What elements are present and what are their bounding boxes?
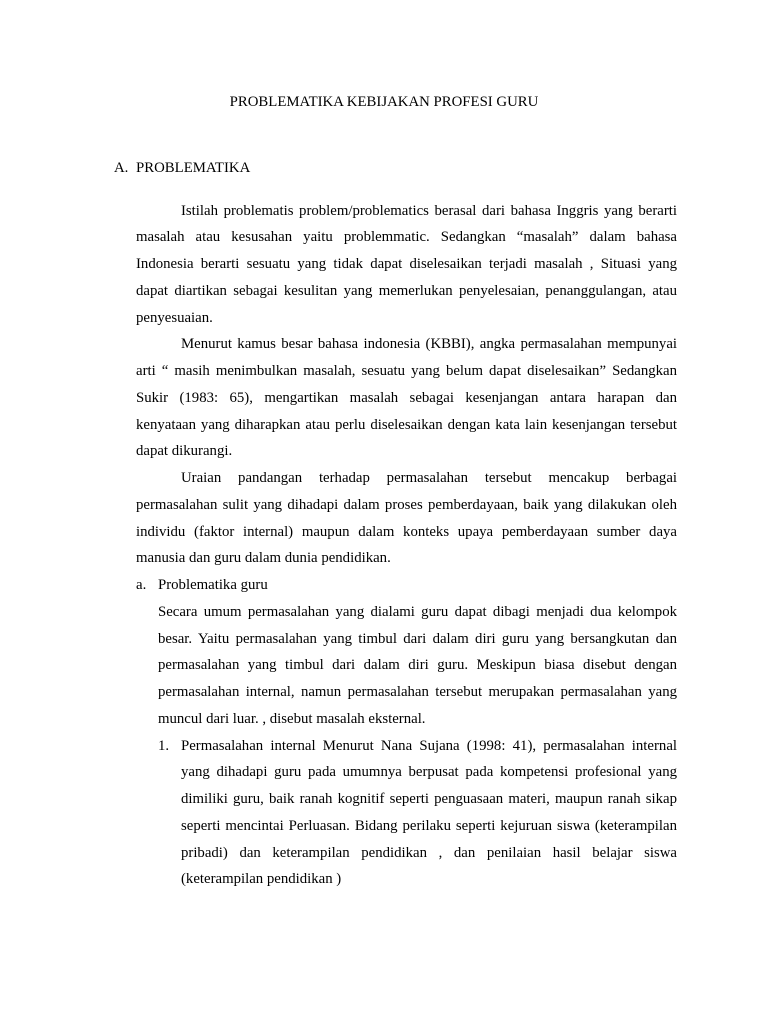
text-line: dapat diartikan sebagai kesulitan yang memerlukan penyelesaian, penanggulangan, atau [136, 282, 677, 299]
section-marker: A. [114, 159, 129, 176]
text-line: pribadi) dan keterampilan pendidikan , dan penilaian hasil belajar siswa [181, 844, 677, 861]
paragraph [136, 465, 677, 572]
text-line: kenyataan yang diharapkan atau perlu diselesaikan dengan kata lain kesenjangan tersebut [136, 416, 677, 433]
text-line: yang dihadapi guru pada umumnya berpusat pada kompetensi profesional yang [181, 764, 677, 781]
text-line: Istilah problematis problem/problematics berasal dari bahasa Inggris yang berarti [181, 202, 677, 219]
paragraph [136, 331, 677, 465]
section-heading: PROBLEMATIKA [136, 159, 251, 176]
text-line: dapat dikurangi. [136, 443, 233, 460]
document-title: PROBLEMATIKA KEBIJAKAN PROFESI GURU [229, 93, 539, 110]
text-line: muncul dari luar. , disebut masalah eksternal. [158, 710, 426, 727]
text-line: permasalahan yang timbul dari dalam diri guru. Meskipun biasa disebut dengan [158, 657, 677, 674]
text-line: individu (faktor internal) maupun dalam konteks upaya pemberdayaan sumber daya [136, 523, 677, 540]
list-item-text [181, 733, 677, 894]
subsection-heading: Problematika guru [158, 577, 268, 594]
text-line: (keterampilan pendidikan ) [181, 871, 342, 888]
text-line: masalah atau kesusahan yaitu problemmatic. Sedangkan “masalah” dalam bahasa [136, 229, 677, 246]
text-line: besar. Yaitu permasalahan yang timbul dari dalam diri guru yang bersangkutan dan [158, 630, 677, 647]
list-item [158, 733, 677, 894]
subsection-marker: a. [136, 577, 147, 594]
text-line: permasalahan internal, namun permasalahan tersebut merupakan permasalahan yang [158, 684, 677, 701]
paragraph [158, 599, 677, 733]
text-line: Permasalahan internal Menurut Nana Sujana (1998: 41), permasalahan internal [181, 737, 677, 754]
section-body [136, 198, 677, 894]
section-heading-row [114, 155, 250, 182]
text-line: dimiliki guru, baik ranah kognitif seperti penguasaan materi, maupun ranah sikap [181, 791, 677, 808]
text-line: Uraian pandangan terhadap permasalahan tersebut mencakup berbagai [181, 470, 677, 487]
text-line: seperti mencintai Perluasan. Bidang perilaku seperti kejuruan siswa (keterampilan [181, 817, 677, 834]
text-line: arti “ masih menimbulkan masalah, sesuatu yang belum dapat diselesaikan” Sedangkan [136, 363, 677, 380]
subsection-body [158, 599, 677, 893]
text-line: Secara umum permasalahan yang dialami guru dapat dibagi menjadi dua kelompok [158, 603, 677, 620]
subsection-heading-row [136, 572, 677, 599]
text-line: manusia dan guru dalam dunia pendidikan. [136, 550, 391, 567]
text-line: Indonesia berarti sesuatu yang tidak dapat diselesaikan terjadi masalah , Situasi yang [136, 256, 677, 273]
text-line: Sukir (1983: 65), mengartikan masalah sebagai kesenjangan antara harapan dan [136, 389, 677, 406]
text-line: permasalahan sulit yang dihadapi dalam proses pemberdayaan, baik yang dilakukan oleh [136, 496, 677, 513]
paragraph [136, 198, 677, 332]
text-line: penyesuaian. [136, 309, 213, 326]
text-line: Menurut kamus besar bahasa indonesia (KBBI), angka permasalahan mempunyai [181, 336, 677, 353]
list-item-number: 1. [158, 737, 170, 754]
